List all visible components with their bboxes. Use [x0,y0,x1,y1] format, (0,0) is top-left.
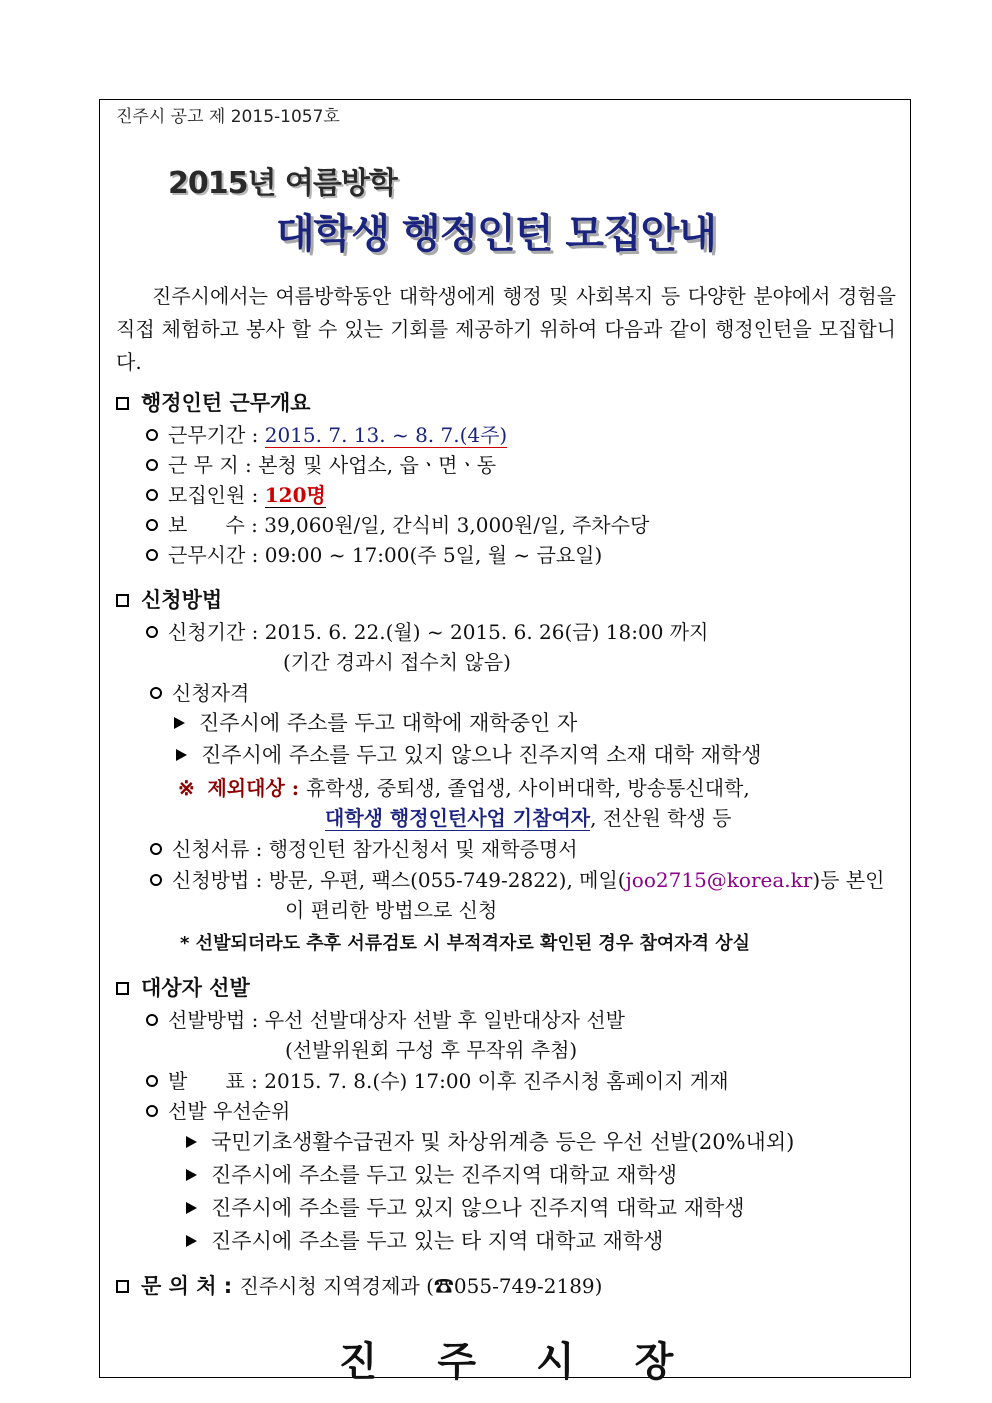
s1-item-pay: 보 수 : 39,060원/일, 간식비 3,000원/일, 주차수당 [146,512,649,538]
title-line2: 대학생 행정인턴 모집안내 [276,211,716,257]
s3-method-note: (선발위원회 구성 후 무작위 추첨) [285,1038,578,1062]
s2-documents: 신청서류 : 행정인턴 참가신청서 및 재학증명서 [150,836,578,862]
s2-method-2: 이 편리한 방법으로 신청 [285,898,498,922]
circle-bullet-icon [146,626,158,638]
s2-period-note: (기간 경과시 접수치 않음) [283,650,511,674]
circle-bullet-icon [150,687,162,699]
s2-exclusion-2: 대학생 행정인턴사업 기참여자, 전산원 학생 등 [325,806,732,830]
section3-heading: 대상자 선발 [116,975,250,1001]
s3-method: 선발방법 : 우선 선발대상자 선발 후 일반대상자 선발 [146,1007,625,1033]
circle-bullet-icon [146,519,158,531]
s2-period: 신청기간 : 2015. 6. 22.(월) ~ 2015. 6. 26(금) 18:00 까지 [146,619,708,645]
circle-bullet-icon [146,1075,158,1087]
triangle-bullet-icon [186,1235,197,1247]
triangle-bullet-icon [176,749,187,761]
triangle-bullet-icon [186,1169,197,1181]
circle-bullet-icon [146,459,158,471]
s3-priority: 선발 우선순위 [146,1098,290,1124]
triangle-bullet-icon [174,717,185,729]
notice-number: 진주시 공고 제 2015-1057호 [116,107,340,127]
reference-mark-icon: ※ [178,776,195,800]
title-line1: 2015년 여름방학 [168,166,397,201]
s2-qual-item-1: 진주시에 주소를 두고 대학에 재학중인 자 [174,710,577,736]
s1-item-hours: 근무시간 : 09:00 ~ 17:00(주 5일, 월 ~ 금요일) [146,542,602,568]
circle-bullet-icon [146,489,158,501]
issuer-signature: 진주시장 [338,1339,734,1385]
triangle-bullet-icon [186,1136,197,1148]
checkbox-square-icon [116,1280,129,1293]
s2-exclusion: ※ 제외대상 : 휴학생, 중퇴생, 졸업생, 사이버대학, 방송통신대학, [178,776,750,800]
email-link[interactable]: joo2715@korea.kr [625,868,813,892]
s1-item-location: 근 무 지 : 본청 및 사업소, 읍ㆍ면ㆍ동 [146,452,496,478]
s1-item-period: 근무기간 : 2015. 7. 13. ~ 8. 7.(4주) [146,422,507,448]
checkbox-square-icon [116,594,129,607]
triangle-bullet-icon [186,1202,197,1214]
circle-bullet-icon [146,1105,158,1117]
intro-paragraph [116,280,896,379]
checkbox-square-icon [116,982,129,995]
section2-heading: 신청방법 [116,587,222,613]
s3-priority-1: 국민기초생활수급권자 및 차상위계층 등은 우선 선발(20%내외) [186,1129,794,1155]
s3-priority-3: 진주시에 주소를 두고 있지 않으나 진주지역 대학교 재학생 [186,1195,745,1221]
circle-bullet-icon [146,549,158,561]
intro-text: 진주시에서는 여름방학동안 대학생에게 행정 및 사회복지 등 다양한 분야에서 경험을 직접 체험하고 봉사 할 수 있는 기회를 제공하기 위하여 다음과 같이 행정인턴을 모집합니다. [116,284,896,374]
circle-bullet-icon [150,843,162,855]
checkbox-square-icon [116,397,129,410]
section1-heading: 행정인턴 근무개요 [116,390,311,416]
notice-frame [99,99,911,1385]
s2-qual-item-2: 진주시에 주소를 두고 있지 않으나 진주지역 소재 대학 재학생 [176,742,762,768]
s2-method: 신청방법 : 방문, 우편, 팩스(055-749-2822), 메일(joo2715@korea.kr)등 본인 [150,867,884,893]
s3-priority-4: 진주시에 주소를 두고 있는 타 지역 대학교 재학생 [186,1228,663,1254]
s1-item-recruits: 모집인원 : 120명 [146,482,326,508]
s3-announce: 발 표 : 2015. 7. 8.(수) 17:00 이후 진주시청 홈페이지 게재 [146,1068,729,1094]
s2-warning: * 선발되더라도 추후 서류검토 시 부적격자로 확인된 경우 참여자격 상실 [180,933,751,954]
s2-qualification: 신청자격 [150,680,249,706]
circle-bullet-icon [146,1014,158,1026]
circle-bullet-icon [146,429,158,441]
s3-priority-2: 진주시에 주소를 두고 있는 진주지역 대학교 재학생 [186,1162,677,1188]
contact-line: 문 의 처 : 진주시청 지역경제과 (☎055-749-2189) [116,1273,602,1299]
circle-bullet-icon [150,874,162,886]
